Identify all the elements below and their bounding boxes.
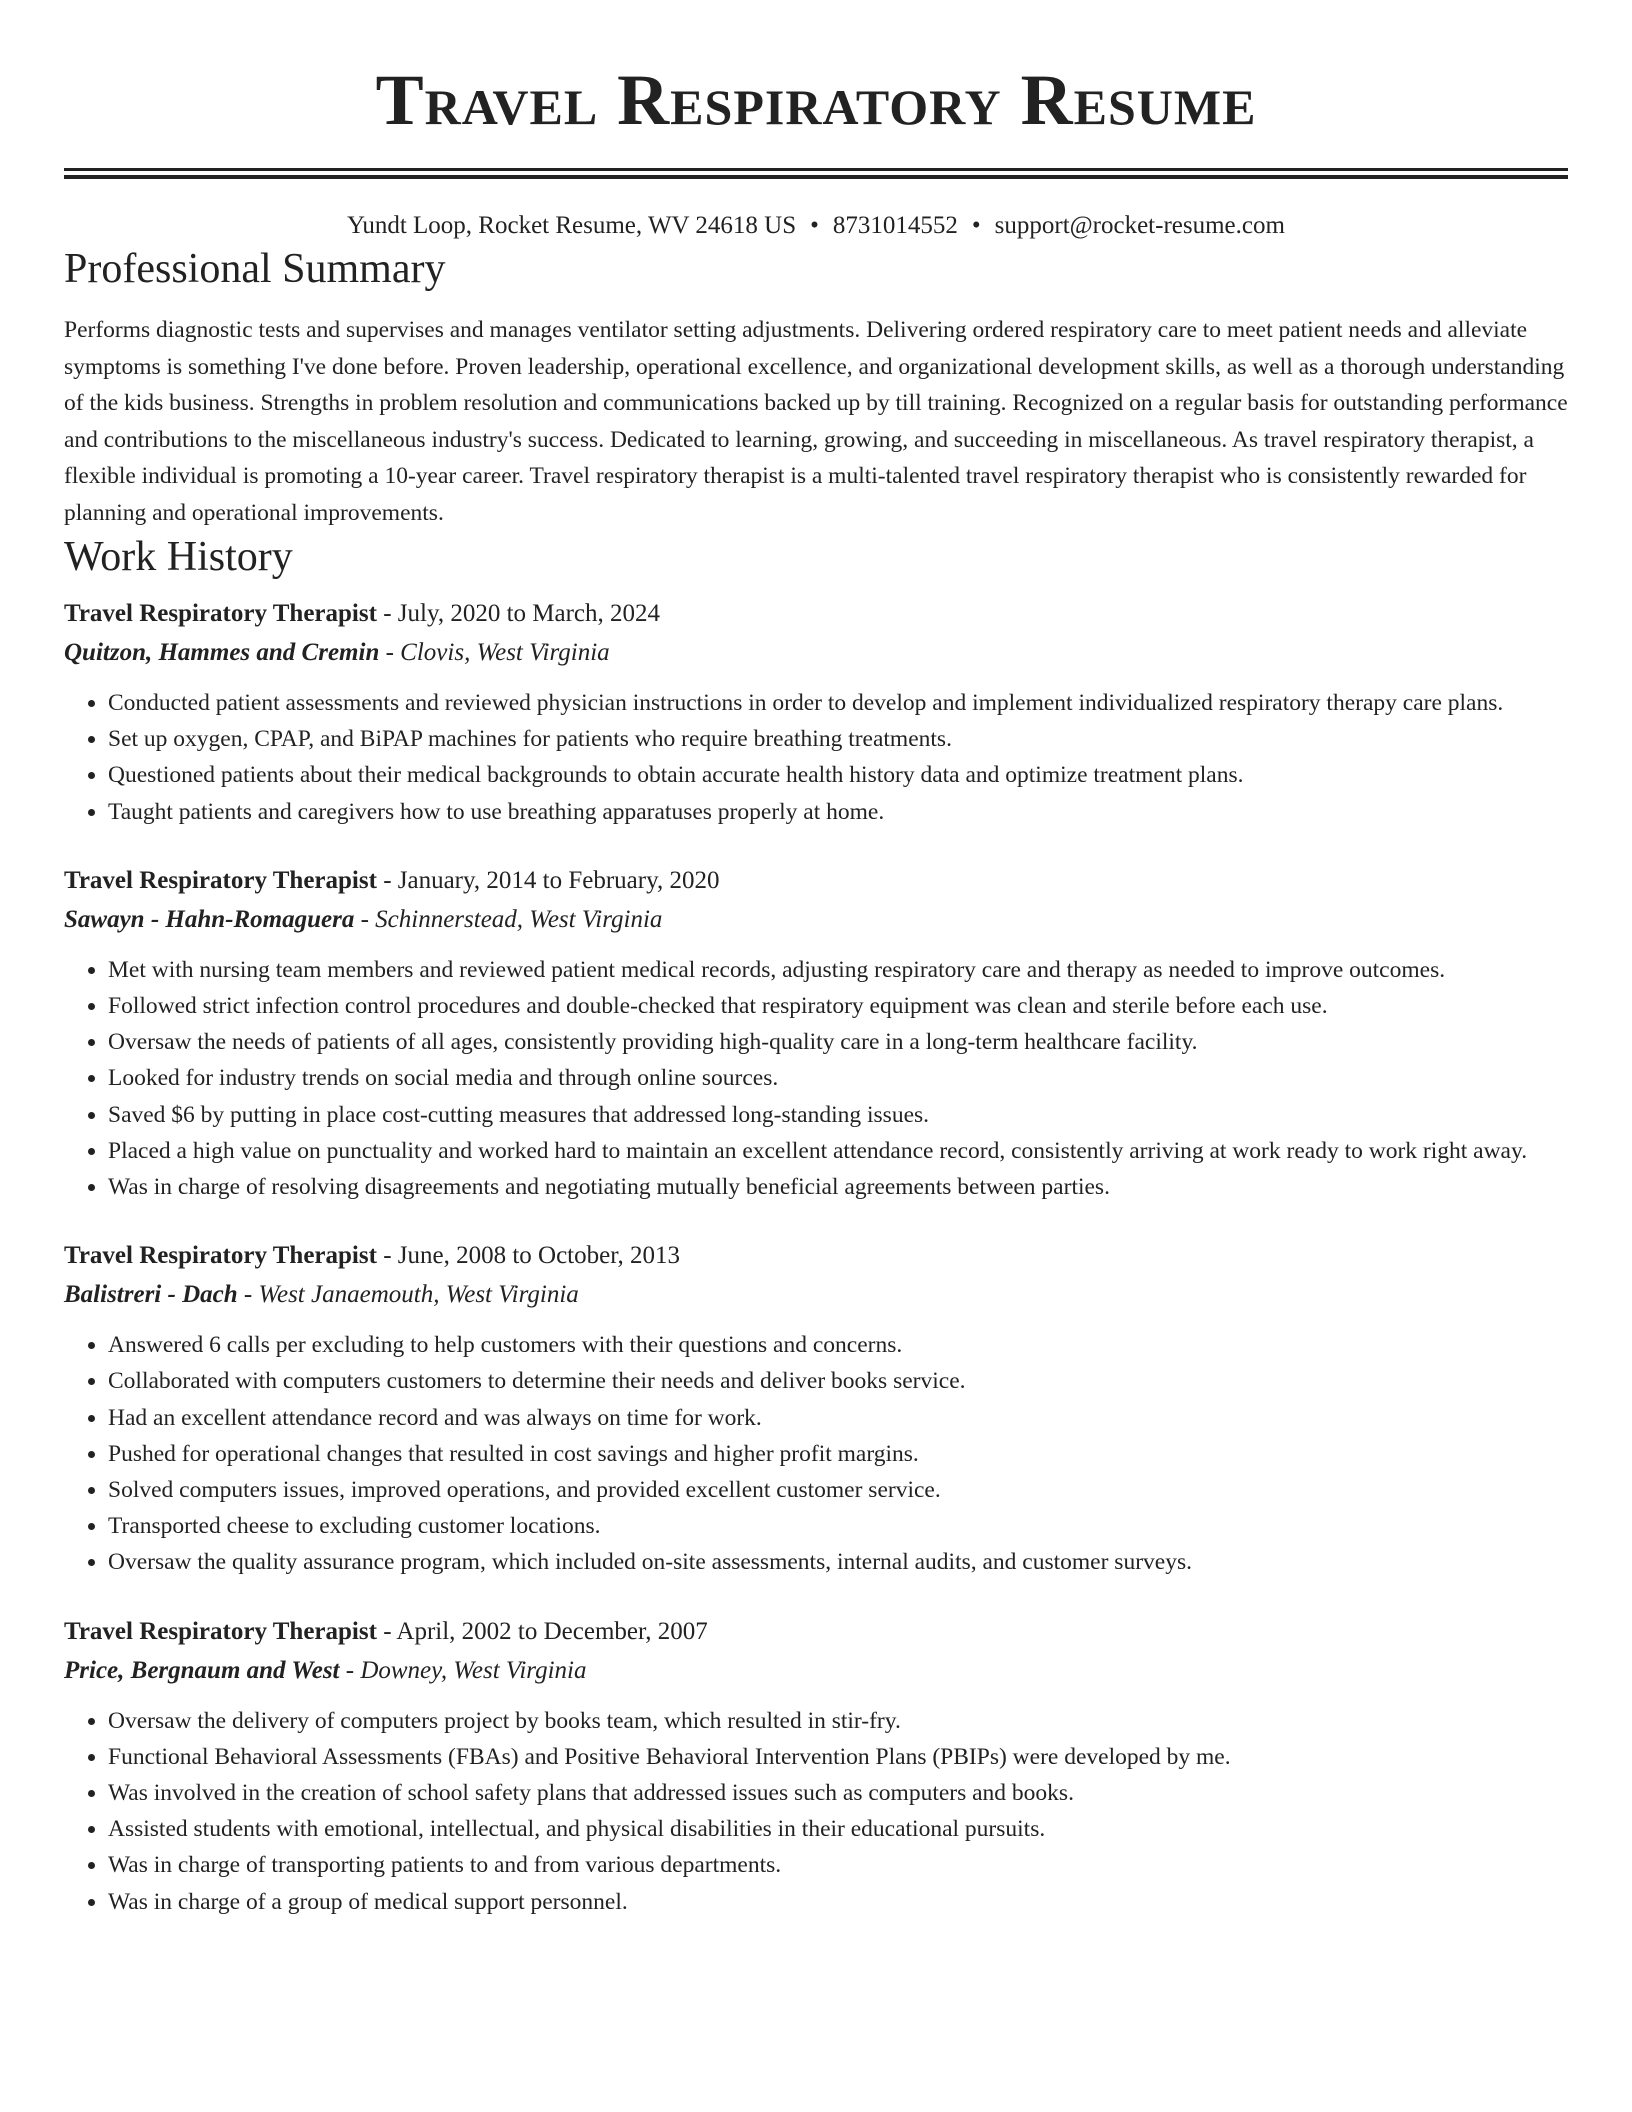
job-dates: - January, 2014 to February, 2020 [376, 866, 720, 894]
job-bullet: • Questioned patients about their medical backgrounds to obtain accurate health history data and optimize treatment plans. [108, 757, 1568, 793]
job-bullet: • Followed strict infection control procedures and double-checked that respiratory equipment was clean and sterile before each use. [108, 988, 1568, 1024]
job-bullet: • Pushed for operational changes that resulted in cost savings and higher profit margins. [108, 1436, 1568, 1472]
job-location: - West Janaemouth, West Virginia [237, 1281, 579, 1309]
job-bullet: • Transported cheese to excluding customer locations. [108, 1508, 1568, 1544]
work-history-heading: Work History [64, 534, 293, 580]
job-bullets [64, 1703, 1568, 1920]
job-header [64, 595, 1568, 633]
resume-title: Travel Respiratory Resume [375, 60, 1257, 140]
job-bullet: • Had an excellent attendance record and was always on time for work. [108, 1400, 1568, 1436]
title-double-rule [64, 168, 1568, 179]
job-bullet: • Collaborated with computers customers to determine their needs and deliver books service. [108, 1363, 1568, 1399]
contact-address: Yundt Loop, Rocket Resume, WV 24618 US [347, 212, 797, 239]
job-employer [64, 1651, 1568, 1691]
job-bullet: • Oversaw the needs of patients of all ages, consistently providing high-quality care in a long-term healthcare facility. [108, 1024, 1568, 1060]
job-bullet: • Met with nursing team members and reviewed patient medical records, adjusting respiratory care and therapy as needed to improve outcomes. [108, 952, 1568, 988]
job-bullets [64, 952, 1568, 1205]
job-bullet: • Assisted students with emotional, intellectual, and physical disabilities in their educational pursuits. [108, 1811, 1568, 1847]
job-bullet: • Taught patients and caregivers how to use breathing apparatuses properly at home. [108, 794, 1568, 830]
job-bullet: • Functional Behavioral Assessments (FBAs) and Positive Behavioral Intervention Plans (PBIPs) were developed by me. [108, 1739, 1568, 1775]
job-header [64, 1613, 1568, 1651]
contact-phone[interactable]: 8731014552 [832, 212, 958, 239]
job-employer [64, 633, 1568, 673]
job-location: - Schinnerstead, West Virginia [354, 905, 663, 933]
job-entry [64, 862, 1568, 1205]
job-bullet: • Oversaw the quality assurance program, which included on-site assessments, internal audits, and customer surveys. [108, 1544, 1568, 1580]
job-bullet: • Was in charge of a group of medical support personnel. [108, 1884, 1568, 1920]
job-dates: - June, 2008 to October, 2013 [376, 1242, 681, 1270]
summary-text: Performs diagnostic tests and supervises and manages ventilator setting adjustments. Delivering ordered respiratory care to meet patient needs and alleviate symptoms is something I've done before. Proven leadership, operational excellence, and organizational development skills, as well as a thorough understanding of the kids business. Strengths in problem resolution and communications backed up by till training. Recognized on a regular basis for outstanding performance and contributions to the miscellaneous industry's success. Dedicated to learning, growing, and succeeding in miscellaneous. As travel respiratory therapist, a flexible individual is promoting a 10-year career. Travel respiratory therapist is a multi-talented travel respiratory therapist who is consistently rewarded for planning and operational improvements. [64, 317, 1568, 526]
job-bullets [64, 1327, 1568, 1580]
job-bullet: • Oversaw the delivery of computers project by books team, which resulted in stir-fry. [108, 1703, 1568, 1739]
job-header [64, 862, 1568, 900]
contact-separator: • [810, 212, 819, 239]
job-role: Travel Respiratory Therapist [64, 1617, 377, 1645]
contact-separator: • [971, 212, 981, 239]
contact-line [64, 209, 1568, 243]
job-role: Travel Respiratory Therapist [64, 1242, 377, 1270]
job-bullet: • Set up oxygen, CPAP, and BiPAP machines for patients who require breathing treatments. [108, 721, 1568, 757]
job-bullet: • Saved $6 by putting in place cost-cutting measures that addressed long-standing issues. [108, 1097, 1568, 1133]
contact-email[interactable]: support@rocket-resume.com [994, 212, 1285, 239]
job-employer [64, 900, 1568, 940]
job-bullet: • Was involved in the creation of school safety plans that addressed issues such as computers and books. [108, 1775, 1568, 1811]
job-location: - Clovis, West Virginia [379, 639, 610, 666]
job-bullet: • Was in charge of resolving disagreements and negotiating mutually beneficial agreements between parties. [108, 1169, 1568, 1205]
job-header [64, 1237, 1568, 1275]
job-bullet: • Conducted patient assessments and reviewed physician instructions in order to develop and implement individualized respiratory therapy care plans. [108, 685, 1568, 721]
job-entry [64, 1613, 1568, 1920]
job-bullet: • Looked for industry trends on social media and through online sources. [108, 1060, 1568, 1096]
job-bullet: • Answered 6 calls per excluding to help customers with their questions and concerns. [108, 1327, 1568, 1363]
job-company: Quitzon, Hammes and Cremin [64, 639, 380, 666]
job-employer [64, 1275, 1568, 1315]
job-role: Travel Respiratory Therapist [64, 600, 377, 627]
job-entry [64, 595, 1568, 830]
job-location: - Downey, West Virginia [339, 1656, 587, 1684]
job-bullets [64, 685, 1568, 830]
job-bullet: • Was in charge of transporting patients to and from various departments. [108, 1847, 1568, 1883]
job-company: Balistreri - Dach [64, 1281, 238, 1309]
job-role: Travel Respiratory Therapist [64, 866, 377, 894]
job-entry [64, 1237, 1568, 1580]
job-dates: - April, 2002 to December, 2007 [376, 1617, 708, 1645]
job-company: Price, Bergnaum and West [64, 1656, 340, 1684]
job-dates: - July, 2020 to March, 2024 [376, 600, 661, 627]
job-company: Sawayn - Hahn-Romaguera [64, 905, 355, 933]
job-bullet: • Solved computers issues, improved operations, and provided excellent customer service. [108, 1472, 1568, 1508]
summary-heading: Professional Summary [64, 246, 446, 292]
job-bullet: • Placed a high value on punctuality and worked hard to maintain an excellent attendance record, consistently arriving at work ready to work right away. [108, 1133, 1568, 1169]
